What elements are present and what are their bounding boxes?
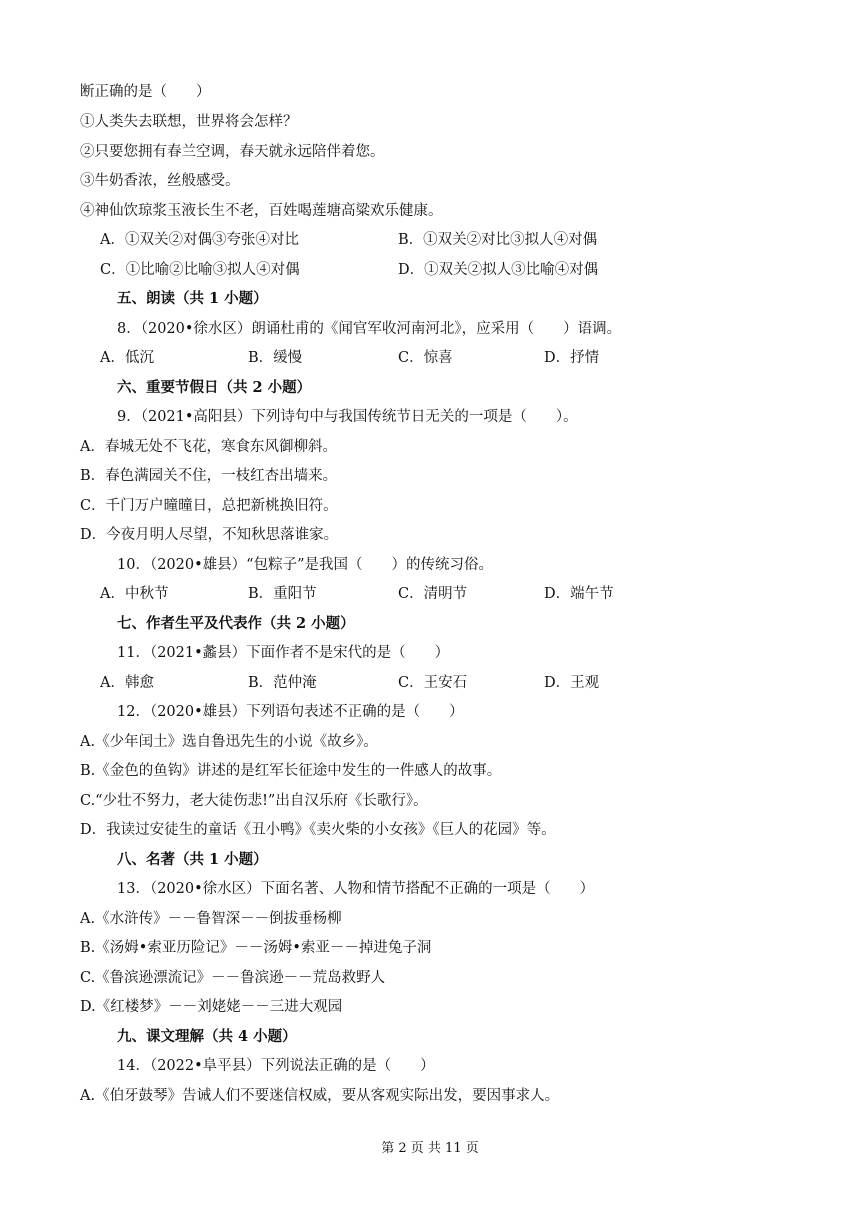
q11-option-c: C．王安石 <box>398 675 468 691</box>
q7-item-3: ③牛奶香浓，丝般感受。 <box>80 173 240 189</box>
q13-option-b: B.《汤姆•索亚历险记》－－汤姆•索亚－－掉进兔子洞 <box>80 940 432 956</box>
q14-stem: 14．（2022•阜平县）下列说法正确的是（ ） <box>117 1058 435 1074</box>
q9-option-d: D．今夜月明人尽望，不知秋思落谁家。 <box>80 527 339 543</box>
question-7-stem-tail: 断正确的是（ ） <box>80 84 211 100</box>
q12-option-d: D．我读过安徒生的童话《丑小鸭》《卖火柴的小女孩》《巨人的花园》等。 <box>80 822 556 838</box>
q12-option-a: A.《少年闰土》选自鲁迅先生的小说《故乡》。 <box>80 734 378 750</box>
q11-option-b: B．范仲淹 <box>248 675 317 691</box>
q11-option-d: D．王观 <box>544 675 600 691</box>
q13-option-d: D.《红楼梦》－－刘姥姥－－三进大观园 <box>80 999 343 1015</box>
q8-option-a: A．低沉 <box>100 350 154 366</box>
q12-option-c: C.“少壮不努力，老大徒伤悲!”出自汉乐府《长歌行》。 <box>80 793 428 809</box>
section-5-heading: 五、朗读（共 1 小题） <box>117 290 268 307</box>
q7-item-4: ④神仙饮琼浆玉液长生不老，百姓喝莲塘高粱欢乐健康。 <box>80 203 443 219</box>
q7-option-a: A．①双关②对偶③夸张④对比 <box>100 232 299 248</box>
q13-stem: 13．（2020•徐水区）下面名著、人物和情节搭配不正确的一项是（ ） <box>117 881 595 897</box>
q11-option-a: A．韩愈 <box>100 675 154 691</box>
q10-option-c: C．清明节 <box>398 586 468 602</box>
q10-stem: 10．（2020•雄县）“包粽子”是我国（ ）的传统习俗。 <box>117 557 493 573</box>
q12-option-b: B.《金色的鱼钩》讲述的是红军长征途中发生的一件感人的故事。 <box>80 763 502 779</box>
q9-option-c: C．千门万户曈曈日，总把新桃换旧符。 <box>80 498 338 514</box>
q13-option-c: C.《鲁滨逊漂流记》－－鲁滨逊－－荒岛救野人 <box>80 970 386 986</box>
q8-option-b: B．缓慢 <box>248 350 303 366</box>
q11-stem: 11．（2021•蠡县）下面作者不是宋代的是（ ） <box>117 645 450 661</box>
section-8-heading: 八、名著（共 1 小题） <box>117 851 268 868</box>
page-footer: 第 2 页 共 11 页 <box>381 1141 479 1156</box>
q7-option-c: C．①比喻②比喻③拟人④对偶 <box>100 262 300 278</box>
section-7-heading: 七、作者生平及代表作（共 2 小题） <box>117 615 355 632</box>
q9-option-a: A．春城无处不飞花，寒食东风御柳斜。 <box>80 439 337 455</box>
q7-item-1: ①人类失去联想，世界将会怎样？ <box>80 114 298 130</box>
q8-stem: 8．（2020•徐水区）朗诵杜甫的《闻官军收河南河北》，应采用（ ）语调。 <box>117 321 622 337</box>
section-9-heading: 九、课文理解（共 4 小题） <box>117 1028 297 1045</box>
q7-item-2: ②只要您拥有春兰空调，春天就永远陪伴着您。 <box>80 144 385 160</box>
q13-option-a: A.《水浒传》－－鲁智深－－倒拔垂杨柳 <box>80 911 342 927</box>
q8-option-c: C．惊喜 <box>398 350 453 366</box>
q7-option-d: D．①双关②拟人③比喻④对偶 <box>398 262 599 278</box>
section-6-heading: 六、重要节假日（共 2 小题） <box>117 379 312 396</box>
q8-option-d: D．抒情 <box>544 350 600 366</box>
q12-stem: 12．（2020•雄县）下列语句表述不正确的是（ ） <box>117 704 464 720</box>
q10-option-b: B．重阳节 <box>248 586 317 602</box>
q10-option-a: A．中秋节 <box>100 586 169 602</box>
q7-option-b: B．①双关②对比③拟人④对偶 <box>398 232 598 248</box>
q10-option-d: D．端午节 <box>544 586 614 602</box>
q9-option-b: B．春色满园关不住，一枝红杏出墙来。 <box>80 468 338 484</box>
q14-option-a: A.《伯牙鼓琴》告诫人们不要迷信权威，要从客观实际出发，要因事求人。 <box>80 1088 560 1104</box>
q9-stem: 9．（2021•高阳县）下列诗句中与我国传统节日无关的一项是（ ）。 <box>117 409 578 425</box>
